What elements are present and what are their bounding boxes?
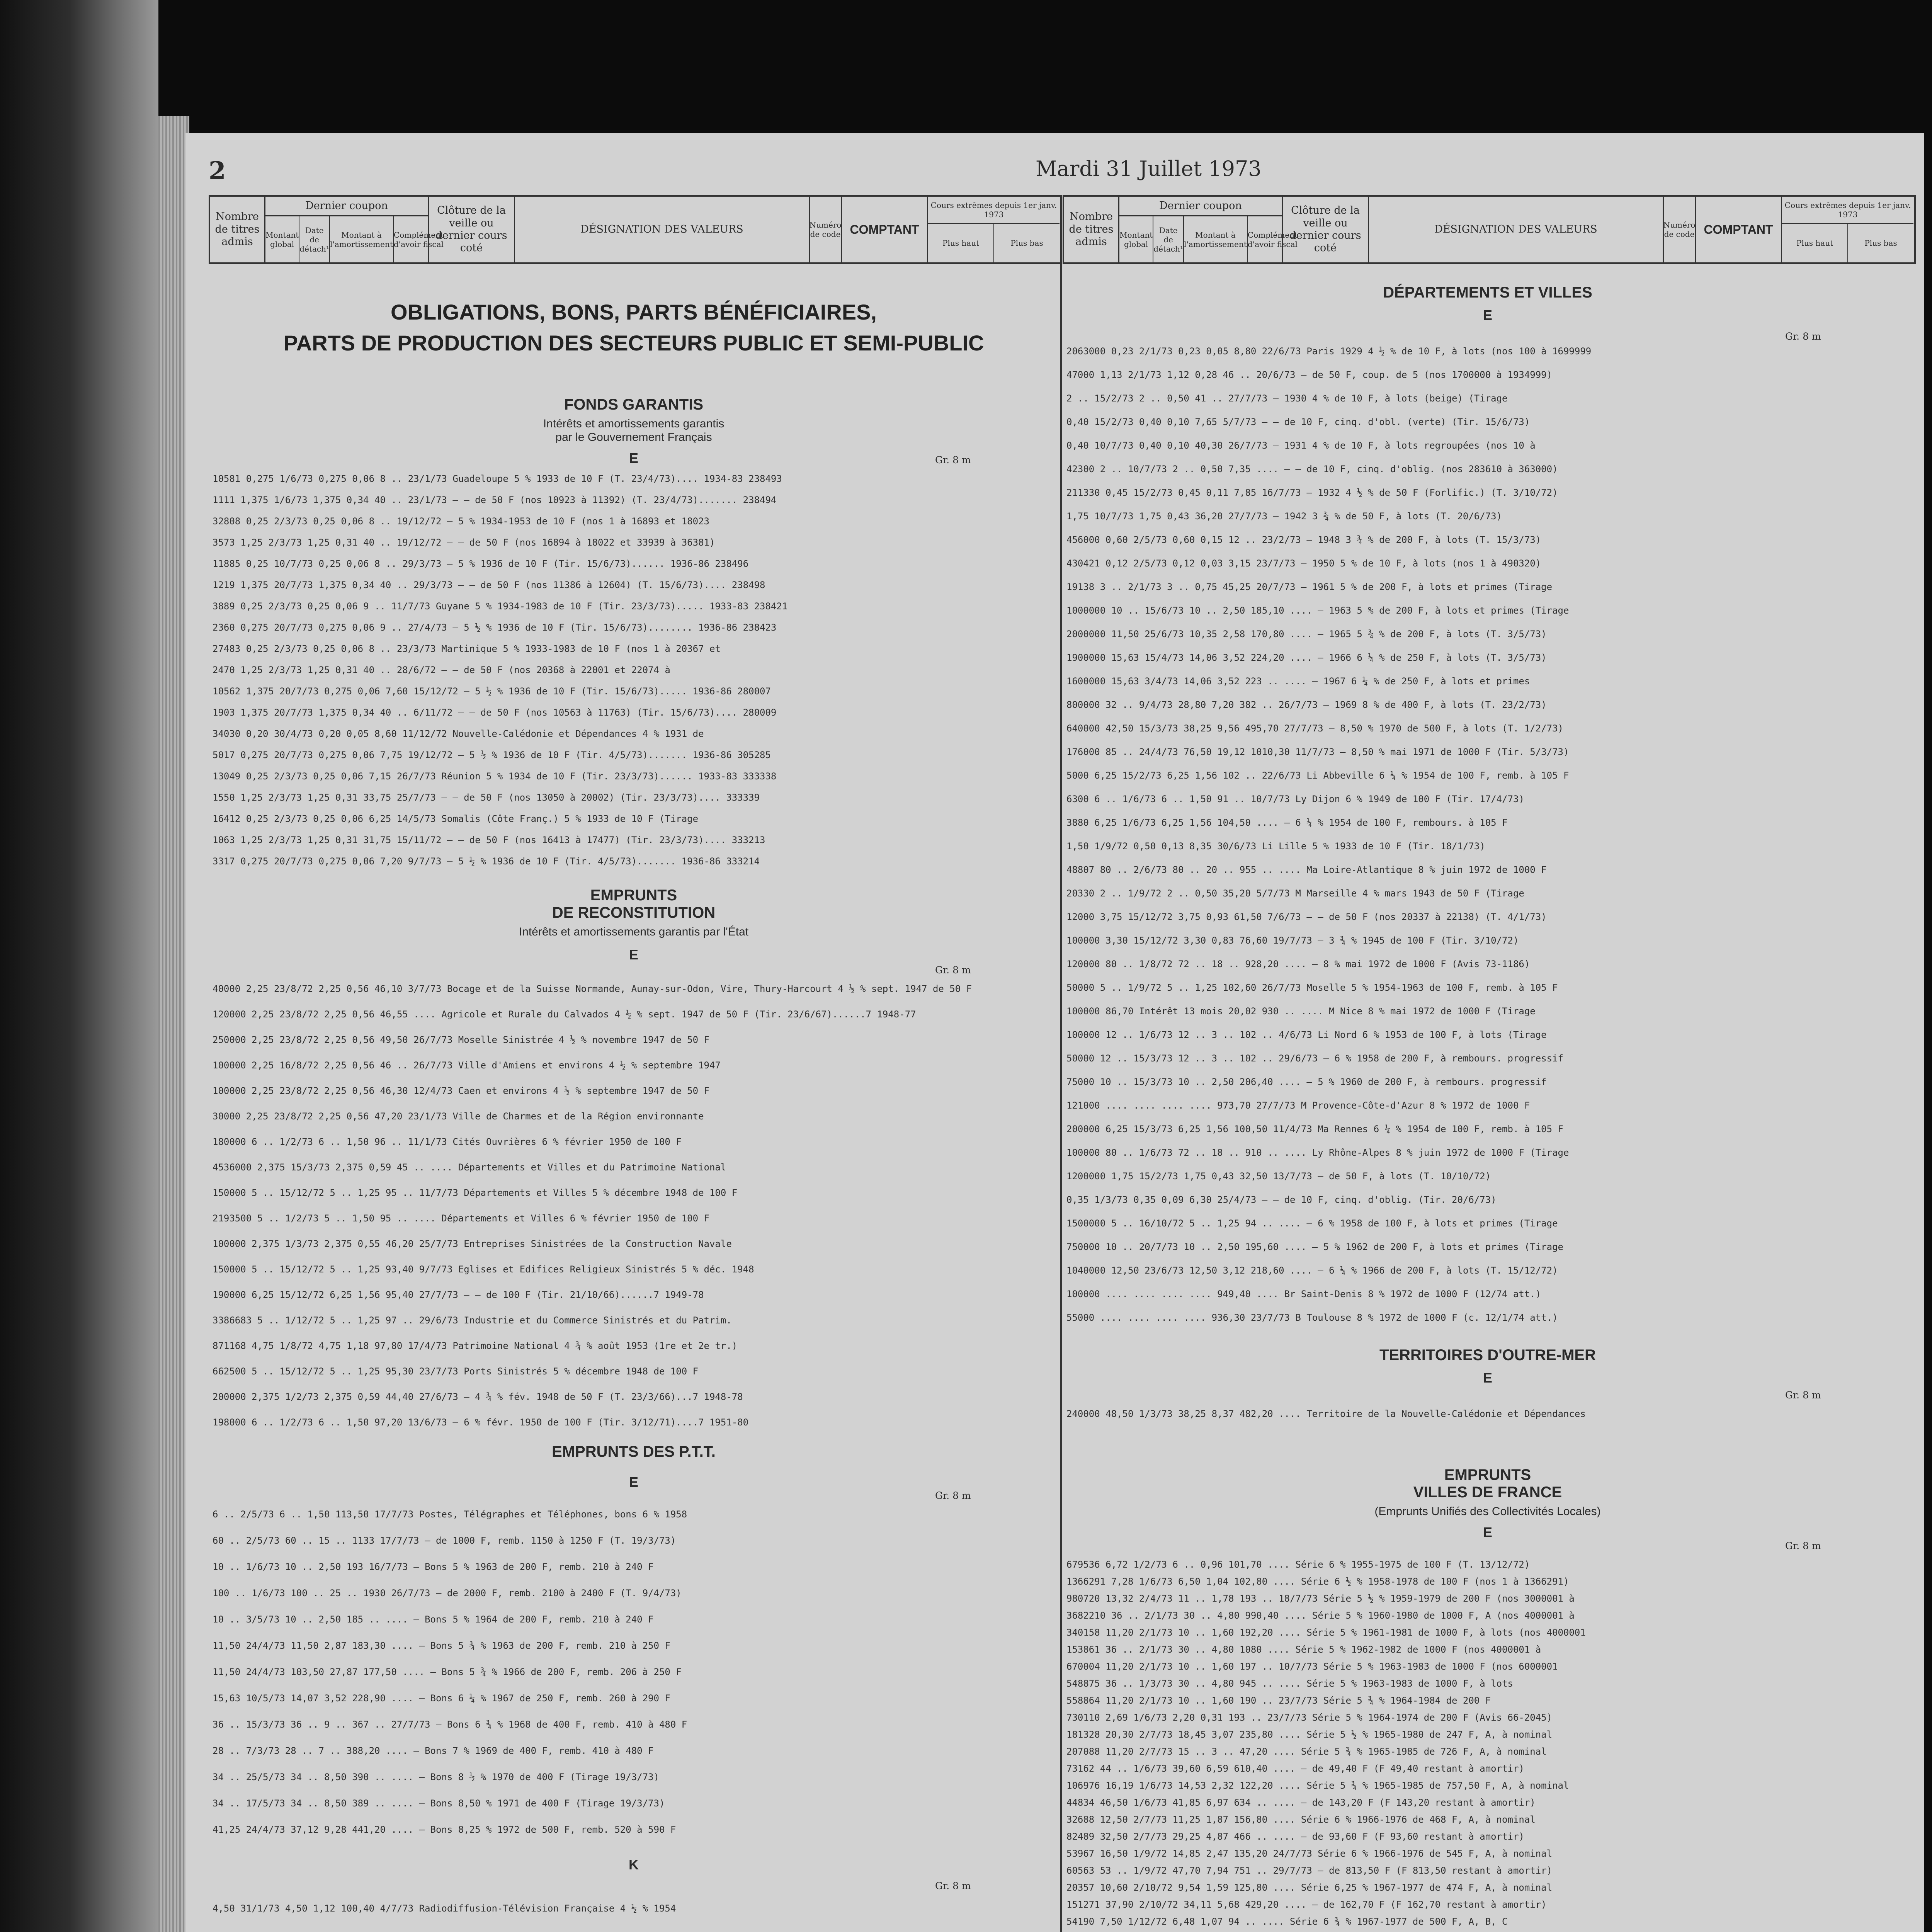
dept-villes-title: DÉPARTEMENTS ET VILLES bbox=[1383, 284, 1592, 301]
hdr-date-detach-r: Date de détach¹ bbox=[1153, 216, 1184, 262]
table-row: 54190 7,50 1/12/72 6,48 1,07 94 .. .... Série 6 ¾ % 1967-1977 de 500 F, A, B, C bbox=[1066, 1916, 1508, 1927]
table-row: 12000 3,75 15/12/72 3,75 0,93 61,50 7/6/73 — — de 50 F (nos 20337 à 22138) (T. 4/1/73) bbox=[1066, 912, 1547, 922]
table-row: 3682210 36 .. 2/1/73 30 .. 4,80 990,40 .... Série 5 % 1960-1980 de 1000 F, A (nos 4000001 à bbox=[1066, 1610, 1575, 1621]
villes-title2: VILLES DE FRANCE bbox=[1413, 1484, 1562, 1501]
fonds-sub2: par le Gouvernement Français bbox=[555, 431, 712, 444]
table-row: 1500000 5 .. 16/10/72 5 .. 1,25 94 .. .... — 6 % 1958 de 100 F, à lots et primes (Tirage bbox=[1066, 1218, 1558, 1229]
table-row: 73162 44 .. 1/6/73 39,60 6,59 610,40 .... — de 49,40 F (F 49,40 restant à amortir) bbox=[1066, 1763, 1524, 1774]
table-row: 100000 2,375 1/3/73 2,375 0,55 46,20 25/7/73 Entreprises Sinistrées de la Construction Navale bbox=[213, 1238, 732, 1249]
villes-gr-label: Gr. 8 m bbox=[1785, 1540, 1821, 1551]
table-row: 100000 .... .... .... .... 949,40 .... Br Saint-Denis 8 % 1972 de 1000 F (12/74 att.) bbox=[1066, 1289, 1541, 1299]
ptt-title: EMPRUNTS DES P.T.T. bbox=[552, 1443, 716, 1460]
table-row: 456000 0,60 2/5/73 0,60 0,15 12 .. 23/2/73 — 1948 3 ¾ % de 200 F, à lots (T. 15/3/73) bbox=[1066, 534, 1541, 545]
table-row: 100000 3,30 15/12/72 3,30 0,83 76,60 19/7/73 — 3 ¾ % 1945 de 100 F (Tir. 3/10/72) bbox=[1066, 935, 1519, 946]
table-row: 4536000 2,375 15/3/73 2,375 0,59 45 .. .... Départements et Villes et du Patrimoine National bbox=[213, 1162, 726, 1173]
table-row: 558864 11,20 2/1/73 10 .. 1,60 190 .. 23/7/73 Série 5 ¾ % 1964-1984 de 200 F bbox=[1066, 1695, 1491, 1706]
table-row: 10 .. 3/5/73 10 .. 2,50 185 .. .... — Bons 5 % 1964 de 200 F, remb. 210 à 240 F bbox=[213, 1614, 654, 1625]
table-row: 1600000 15,63 3/4/73 14,06 3,52 223 .. .... — 1967 6 ¼ % de 250 F, à lots et primes bbox=[1066, 676, 1530, 687]
table-row: 670004 11,20 2/1/73 10 .. 1,60 197 .. 10/7/73 Série 5 % 1963-1983 de 1000 F (nos 6000001 bbox=[1066, 1661, 1558, 1672]
table-row: 3386683 5 .. 1/12/72 5 .. 1,25 97 .. 29/6/73 Industrie et du Commerce Sinistrés et du Patrim. bbox=[213, 1315, 732, 1326]
table-row: 5017 0,275 20/7/73 0,275 0,06 7,75 19/12/72 — 5 ½ % 1936 de 10 F (Tir. 4/5/73)....... 1936-86 305285 bbox=[213, 750, 771, 760]
table-row: 871168 4,75 1/8/72 4,75 1,18 97,80 17/4/73 Patrimoine National 4 ¾ % août 1953 (1re et 2e tr.) bbox=[213, 1340, 738, 1351]
hdr-montant-amort: Montant à l'amortissement bbox=[330, 216, 394, 262]
table-row: 1040000 12,50 23/6/73 12,50 3,12 218,60 .... — 6 ¼ % 1966 de 200 F, à lots (T. 15/12/72) bbox=[1066, 1265, 1558, 1276]
table-row: 6 .. 2/5/73 6 .. 1,50 113,50 17/7/73 Postes, Télégraphes et Téléphones, bons 6 % 1958 bbox=[213, 1509, 687, 1520]
table-row: 30000 2,25 23/8/72 2,25 0,56 47,20 23/1/73 Ville de Charmes et de la Région environnante bbox=[213, 1111, 704, 1122]
table-row: 800000 32 .. 9/4/73 28,80 7,20 382 .. 26/7/73 — 1969 8 % de 400 F, à lots (T. 23/2/73) bbox=[1066, 699, 1547, 710]
book-spine bbox=[0, 0, 158, 1932]
table-row: 19138 3 .. 2/1/73 3 .. 0,75 45,25 20/7/73 — 1961 5 % de 200 F, à lots et primes (Tirage bbox=[1066, 582, 1553, 592]
main-title-line1: OBLIGATIONS, BONS, PARTS BÉNÉFICIAIRES, bbox=[390, 300, 877, 324]
table-row: 151271 37,90 2/10/72 34,11 5,68 429,20 .... — de 162,70 F (F 162,70 restant à amortir) bbox=[1066, 1899, 1547, 1910]
hdr-cours-sub-r bbox=[1782, 224, 1913, 262]
table-row: 1000000 10 .. 15/6/73 10 .. 2,50 185,10 .... — 1963 5 % de 200 F, à lots et primes (Tirage bbox=[1066, 605, 1569, 616]
table-row: 121000 .... .... .... .... 973,70 27/7/73 M Provence-Côte-d'Azur 8 % 1972 de 1000 F bbox=[1066, 1100, 1530, 1111]
table-row: 250000 2,25 23/8/72 2,25 0,56 49,50 26/7/73 Moselle Sinistrée 4 ½ % novembre 1947 de 50 F bbox=[213, 1034, 709, 1045]
table-row: 198000 6 .. 1/2/73 6 .. 1,50 97,20 13/6/73 — 6 % févr. 1950 de 100 F (Tir. 3/12/71)....7 1951-80 bbox=[213, 1417, 749, 1428]
table-row: 2063000 0,23 2/1/73 0,23 0,05 8,80 22/6/73 Paris 1929 4 ½ % de 10 F, à lots (nos 100 à 1699999 bbox=[1066, 346, 1592, 357]
table-row: 32808 0,25 2/3/73 0,25 0,06 8 .. 19/12/72 — 5 % 1934-1953 de 10 F (nos 1 à 16893 et 18023 bbox=[213, 516, 709, 527]
table-row: 3573 1,25 2/3/73 1,25 0,31 40 .. 19/12/72 — — de 50 F (nos 16894 à 18022 et 33939 à 36381) bbox=[213, 537, 715, 548]
hdr-montant-amort-r: Montant à l'amortissement bbox=[1184, 216, 1248, 262]
table-row: 1550 1,25 2/3/73 1,25 0,31 33,75 25/7/73 — — de 50 F (nos 13050 à 20002) (Tir. 23/3/73).... 333339 bbox=[213, 792, 760, 803]
table-row: 20330 2 .. 1/9/72 2 .. 0,50 35,20 5/7/73 M Marseille 4 % mars 1943 de 50 F (Tirage bbox=[1066, 888, 1524, 899]
fonds-letter-e: E bbox=[629, 450, 638, 466]
recon-gr-label: Gr. 8 m bbox=[935, 964, 971, 976]
table-row: 200000 2,375 1/2/73 2,375 0,59 44,40 27/6/73 — 4 ¾ % fév. 1948 de 50 F (T. 23/3/66)...7 1948-78 bbox=[213, 1391, 743, 1402]
table-row: 13049 0,25 2/3/73 0,25 0,06 7,15 26/7/73 Réunion 5 % 1934 de 10 F (Tir. 23/3/73)...... 1933-83 333338 bbox=[213, 771, 777, 782]
table-row: 60 .. 2/5/73 60 .. 15 .. 1133 17/7/73 — de 1000 F, remb. 1150 à 1250 F (T. 19/3/73) bbox=[213, 1535, 676, 1546]
table-row: 100000 2,25 23/8/72 2,25 0,56 46,30 12/4/73 Caen et environs 4 ½ % septembre 1947 de 50 F bbox=[213, 1085, 709, 1096]
hdr-plus-haut-r: Plus haut bbox=[1782, 224, 1848, 262]
emprunts-title1: EMPRUNTS bbox=[590, 887, 677, 904]
table-row: 1900000 15,63 15/4/73 14,06 3,52 224,20 .... — 1966 6 ¼ % de 250 F, à lots (T. 3/5/73) bbox=[1066, 652, 1547, 663]
fonds-sub1: Intérêts et amortissements garantis bbox=[543, 417, 724, 430]
table-row: 100000 2,25 16/8/72 2,25 0,56 46 .. 26/7/73 Ville d'Amiens et environs 4 ½ % septembre 1947 bbox=[213, 1060, 721, 1071]
fonds-garantis-title: FONDS GARANTIS bbox=[564, 396, 703, 413]
table-row: 181328 20,30 2/7/73 18,45 3,07 235,80 .... Série 5 ½ % 1965-1980 de 247 F, A, à nominal bbox=[1066, 1729, 1553, 1740]
page-number: 2 bbox=[209, 156, 226, 185]
ptt-letter-e: E bbox=[629, 1474, 638, 1490]
hdr-coupon-label-r: Dernier coupon bbox=[1119, 197, 1282, 216]
table-row: 2360 0,275 20/7/73 0,275 0,06 9 .. 27/4/73 — 5 ½ % 1936 de 10 F (Tir. 15/6/73)........ 1936-86 238423 bbox=[213, 622, 777, 633]
table-row: 60563 53 .. 1/9/72 47,70 7,94 751 .. 29/7/73 — de 813,50 F (F 813,50 restant à amortir) bbox=[1066, 1865, 1553, 1876]
table-row: 100000 86,70 Intérêt 13 mois 20,02 930 .. .... M Nice 8 % mai 1972 de 1000 F (Tirage bbox=[1066, 1006, 1536, 1017]
table-row: 180000 6 .. 1/2/73 6 .. 1,50 96 .. 11/1/73 Cités Ouvrières 6 % février 1950 de 100 F bbox=[213, 1136, 682, 1147]
table-row: 120000 2,25 23/8/72 2,25 0,56 46,55 .... Agricole et Rurale du Calvados 4 ½ % sept. 1947 de 50 F (Tir. 23/6/67)......7 1948-77 bbox=[213, 1009, 916, 1020]
table-row: 82489 32,50 2/7/73 29,25 4,87 466 .. .... — de 93,60 F (F 93,60 restant à amortir) bbox=[1066, 1831, 1524, 1842]
table-row: 32688 12,50 2/7/73 11,25 1,87 156,80 .... Série 6 % 1966-1976 de 468 F, A, à nominal bbox=[1066, 1814, 1536, 1825]
table-row: 176000 85 .. 24/4/73 76,50 19,12 1010,30 11/7/73 — 8,50 % mai 1971 de 1000 F (Tir. 5/3/73) bbox=[1066, 747, 1569, 757]
table-row: 10 .. 1/6/73 10 .. 2,50 193 16/7/73 — Bons 5 % 1963 de 200 F, remb. 210 à 240 F bbox=[213, 1561, 654, 1572]
hdr-montant-global-r: Montant global bbox=[1119, 216, 1153, 262]
table-row: 730110 2,69 1/6/73 2,20 0,31 193 .. 23/7/73 Série 5 % 1964-1974 de 200 F (Avis 66-2045) bbox=[1066, 1712, 1553, 1723]
table-row: 11,50 24/4/73 103,50 27,87 177,50 .... — Bons 5 ¾ % 1966 de 200 F, remb. 206 à 250 F bbox=[213, 1667, 682, 1677]
hdr-complement: Complément d'avoir fiscal bbox=[393, 230, 444, 249]
recon-letter-e: E bbox=[629, 947, 638, 963]
hdr-designation-r: DÉSIGNATION DES VALEURS bbox=[1369, 197, 1664, 262]
hdr-plus-bas-r: Plus bas bbox=[1864, 238, 1897, 248]
hdr-date-detach: Date de détach¹ bbox=[299, 216, 330, 262]
table-row: 6300 6 .. 1/6/73 6 .. 1,50 91 .. 10/7/73 Ly Dijon 6 % 1949 de 100 F (Tir. 17/4/73) bbox=[1066, 794, 1524, 804]
table-row: 44834 46,50 1/6/73 41,85 6,97 634 .. .... — de 143,20 F (F 143,20 restant à amortir) bbox=[1066, 1797, 1536, 1808]
table-row: 48807 80 .. 2/6/73 80 .. 20 .. 955 .. .... Ma Loire-Atlantique 8 % juin 1972 de 1000 F bbox=[1066, 864, 1547, 875]
table-row: 1366291 7,28 1/6/73 6,50 1,04 102,80 .... Série 6 ½ % 1958-1978 de 100 F (nos 1 à 1366291) bbox=[1066, 1576, 1569, 1587]
hdr-cours-label-r: Cours extrêmes depuis 1er janv. 1973 bbox=[1782, 197, 1913, 224]
outremer-letter-e: E bbox=[1483, 1370, 1492, 1386]
dept-gr-label: Gr. 8 m bbox=[1785, 331, 1821, 342]
table-row: 679536 6,72 1/2/73 6 .. 0,96 101,70 .... Série 6 % 1955-1975 de 100 F (T. 13/12/72) bbox=[1066, 1559, 1530, 1570]
table-row: 0,35 1/3/73 0,35 0,09 6,30 25/4/73 — — de 10 F, cinq. d'oblig. (Tir. 20/6/73) bbox=[1066, 1194, 1497, 1205]
table-row: 53967 16,50 1/9/72 14,85 2,47 135,20 24/7/73 Série 6 % 1966-1976 de 545 F, A, à nominal bbox=[1066, 1848, 1553, 1859]
table-row: 100 .. 1/6/73 100 .. 25 .. 1930 26/7/73 — de 2000 F, remb. 2100 à 2400 F (T. 9/4/73) bbox=[213, 1588, 682, 1599]
hdr-nombre: Nombre de titres admis bbox=[210, 197, 265, 262]
radio-gr-label: Gr. 8 m bbox=[935, 1880, 971, 1891]
table-row: 240000 48,50 1/3/73 38,25 8,37 482,20 .... Territoire de la Nouvelle-Calédonie et Dépendances bbox=[1066, 1408, 1586, 1419]
outremer-title: TERRITOIRES D'OUTRE-MER bbox=[1379, 1347, 1596, 1364]
hdr-plus-bas: Plus bas bbox=[1010, 238, 1043, 248]
table-row: 340158 11,20 2/1/73 10 .. 1,60 192,20 .... Série 5 % 1961-1981 de 1000 F, à lots (nos 4000001 bbox=[1066, 1627, 1586, 1638]
table-row: 15,63 10/5/73 14,07 3,52 228,90 .... — Bons 6 ¼ % 1967 de 250 F, remb. 260 à 290 F bbox=[213, 1693, 670, 1704]
table-row: 980720 13,32 2/4/73 11 .. 1,78 193 .. 18/7/73 Série 5 ½ % 1959-1979 de 200 F (nos 3000001 à bbox=[1066, 1593, 1575, 1604]
page-date: Mardi 31 Juillet 1973 bbox=[1036, 156, 1262, 181]
table-row: 1,75 10/7/73 1,75 0,43 36,20 27/7/73 — 1942 3 ¾ % de 50 F, à lots (T. 20/6/73) bbox=[1066, 511, 1502, 522]
table-row: 47000 1,13 2/1/73 1,12 0,28 46 .. 20/6/73 — de 50 F, coup. de 5 (nos 1700000 à 1934999) bbox=[1066, 369, 1553, 380]
villes-title1: EMPRUNTS bbox=[1444, 1466, 1531, 1483]
table-row: 3880 6,25 1/6/73 6,25 1,56 104,50 .... — 6 ¼ % 1954 de 100 F, rembours. à 105 F bbox=[1066, 817, 1508, 828]
table-row: 1111 1,375 1/6/73 1,375 0,34 40 .. 23/1/73 — — de 50 F (nos 10923 à 11392) (T. 23/4/73)....... 238494 bbox=[213, 495, 777, 505]
ptt-gr-label: Gr. 8 m bbox=[935, 1490, 971, 1501]
table-row: 1063 1,25 2/3/73 1,25 0,31 31,75 15/11/72 — — de 50 F (nos 16413 à 17477) (Tir. 23/3/73).... 333213 bbox=[213, 835, 765, 845]
hdr-plus-haut: Plus haut bbox=[928, 224, 994, 262]
table-row: 150000 5 .. 15/12/72 5 .. 1,25 93,40 9/7/73 Eglises et Edifices Religieux Sinistrés 5 % déc. 1948 bbox=[213, 1264, 754, 1275]
table-row: 2 .. 15/2/73 2 .. 0,50 41 .. 27/7/73 — 1930 4 % de 10 F, à lots (beige) (Tirage bbox=[1066, 393, 1508, 404]
table-row: 16412 0,25 2/3/73 0,25 0,06 6,25 14/5/73 Somalis (Côte Franç.) 5 % 1933 de 10 F (Tirage bbox=[213, 813, 699, 824]
table-row: 3889 0,25 2/3/73 0,25 0,06 9 .. 11/7/73 Guyane 5 % 1934-1983 de 10 F (Tir. 23/3/73)..... 1933-83 238421 bbox=[213, 601, 788, 612]
outremer-gr-label: Gr. 8 m bbox=[1785, 1389, 1821, 1401]
hdr-nombre-r: Nombre de titres admis bbox=[1064, 197, 1119, 262]
table-header-left bbox=[209, 195, 1062, 264]
table-row: 2000000 11,50 25/6/73 10,35 2,58 170,80 .... — 1965 5 ¾ % de 200 F, à lots (T. 3/5/73) bbox=[1066, 629, 1547, 639]
hdr-coupon-label: Dernier coupon bbox=[265, 197, 428, 216]
emprunts-sub: Intérêts et amortissements garantis par l'État bbox=[519, 925, 749, 938]
table-row: 36 .. 15/3/73 36 .. 9 .. 367 .. 27/7/73 — Bons 6 ¾ % 1968 de 400 F, remb. 410 à 480 F bbox=[213, 1719, 687, 1730]
hdr-dernier-coupon bbox=[265, 197, 444, 262]
table-row: 120000 80 .. 1/8/72 72 .. 18 .. 928,20 .... — 8 % mai 1972 de 1000 F (Avis 73-1186) bbox=[1066, 959, 1530, 969]
hdr-cloture-r: Clôture de la veille ou dernier cours coté bbox=[1283, 197, 1369, 262]
table-row: 41,25 24/4/73 37,12 9,28 441,20 .... — Bons 8,25 % 1972 de 500 F, remb. 520 à 590 F bbox=[213, 1824, 676, 1835]
fonds-gr-label: Gr. 8 m bbox=[935, 454, 971, 466]
hdr-complement-r: Complément d'avoir fiscal bbox=[1247, 230, 1298, 249]
table-row: 34 .. 17/5/73 34 .. 8,50 389 .. .... — Bons 8,50 % 1971 de 400 F (Tirage 19/3/73) bbox=[213, 1798, 665, 1809]
table-row: 1200000 1,75 15/2/73 1,75 0,43 32,50 13/7/73 — de 50 F, à lots (T. 10/10/72) bbox=[1066, 1171, 1491, 1182]
center-divider bbox=[1060, 195, 1062, 1932]
table-row: 1903 1,375 20/7/73 1,375 0,34 40 .. 6/11/72 — — de 50 F (nos 10563 à 11763) (Tir. 15/6/73).... 280009 bbox=[213, 707, 777, 718]
hdr-dernier-coupon-r bbox=[1119, 197, 1298, 262]
hdr-numero-code-r: Numéro de code bbox=[1664, 197, 1696, 262]
hdr-numero-code: Numéro de code bbox=[810, 197, 842, 262]
table-row: 153861 36 .. 2/1/73 30 .. 4,80 1080 .... Série 5 % 1962-1982 de 1000 F (nos 4000001 à bbox=[1066, 1644, 1541, 1655]
table-row: 2193500 5 .. 1/2/73 5 .. 1,50 95 .. .... Départements et Villes 6 % février 1950 de 100 F bbox=[213, 1213, 709, 1224]
table-row: 40000 2,25 23/8/72 2,25 0,56 46,10 3/7/73 Bocage et de la Suisse Normande, Aunay-sur-Odon, Vire, Thury-Harcourt 4 ½ % sept. 1947 de 50 F bbox=[213, 983, 972, 994]
hdr-coupon-sub bbox=[265, 216, 444, 262]
table-row: 106976 16,19 1/6/73 14,53 2,32 122,20 .... Série 5 ¾ % 1965-1985 de 757,50 F, A, à nominal bbox=[1066, 1780, 1569, 1791]
hdr-comptant: COMPTANT bbox=[842, 197, 928, 262]
table-row: 750000 10 .. 20/7/73 10 .. 2,50 195,60 .... — 5 % 1962 de 200 F, à lots et primes (Tirage bbox=[1066, 1242, 1563, 1252]
table-row: 200000 6,25 15/3/73 6,25 1,56 100,50 11/4/73 Ma Rennes 6 ¼ % 1954 de 100 F, remb. à 105 F bbox=[1066, 1124, 1563, 1134]
villes-sub: (Emprunts Unifiés des Collectivités Locales) bbox=[1374, 1505, 1601, 1518]
emprunts-title2: DE RECONSTITUTION bbox=[552, 904, 716, 921]
table-row: 50000 12 .. 15/3/73 12 .. 3 .. 102 .. 29/6/73 — 6 % 1958 de 200 F, à rembours. progressif bbox=[1066, 1053, 1563, 1064]
table-row: 11,50 24/4/73 11,50 2,87 183,30 .... — Bons 5 ¾ % 1963 de 200 F, remb. 210 à 250 F bbox=[213, 1640, 670, 1651]
hdr-cours-extremes bbox=[928, 197, 1060, 262]
table-row: 640000 42,50 15/3/73 38,25 9,56 495,70 27/7/73 — 8,50 % 1970 de 500 F, à lots (T. 1/2/73) bbox=[1066, 723, 1563, 734]
newspaper-page bbox=[185, 133, 1924, 1932]
table-row: 100000 80 .. 1/6/73 72 .. 18 .. 910 .. .... Ly Rhône-Alpes 8 % juin 1972 de 1000 F (Tirage bbox=[1066, 1147, 1569, 1158]
dept-letter-e: E bbox=[1483, 307, 1492, 323]
hdr-cloture: Clôture de la veille ou dernier cours coté bbox=[429, 197, 515, 262]
hdr-cours-sub bbox=[928, 224, 1060, 262]
table-row: 50000 5 .. 1/9/72 5 .. 1,25 102,60 26/7/73 Moselle 5 % 1954-1963 de 100 F, remb. à 105 F bbox=[1066, 982, 1558, 993]
table-row: 3317 0,275 20/7/73 0,275 0,06 7,20 9/7/73 — 5 ½ % 1936 de 10 F (Tir. 4/5/73)....... 1936-86 333214 bbox=[213, 856, 760, 867]
table-row: 1,50 1/9/72 0,50 0,13 8,35 30/6/73 Li Lille 5 % 1933 de 10 F (Tir. 18/1/73) bbox=[1066, 841, 1485, 852]
table-row: 20357 10,60 2/10/72 9,54 1,59 125,80 .... Série 6,25 % 1967-1977 de 474 F, A, à nominal bbox=[1066, 1882, 1553, 1893]
table-row: 430421 0,12 2/5/73 0,12 0,03 3,15 23/7/73 — 1950 5 % de 10 F, à lots (nos 1 à 490320) bbox=[1066, 558, 1541, 569]
table-row: 207088 11,20 2/7/73 15 .. 3 .. 47,20 .... Série 5 ¾ % 1965-1985 de 726 F, A, à nominal bbox=[1066, 1746, 1547, 1757]
radio-letter-k: K bbox=[629, 1857, 639, 1872]
table-row: 34 .. 25/5/73 34 .. 8,50 390 .. .... — Bons 8 ½ % 1970 de 400 F (Tirage 19/3/73) bbox=[213, 1772, 659, 1782]
table-row: 27483 0,25 2/3/73 0,25 0,06 8 .. 23/3/73 Martinique 5 % 1933-1983 de 10 F (nos 1 à 20367 et bbox=[213, 643, 721, 654]
hdr-cours-extremes-r bbox=[1782, 197, 1913, 262]
table-row: 28 .. 7/3/73 28 .. 7 .. 388,20 .... — Bons 7 % 1969 de 400 F, remb. 410 à 480 F bbox=[213, 1745, 654, 1756]
table-row: 4,50 31/1/73 4,50 1,12 100,40 4/7/73 Radiodiffusion-Télévision Française 4 ½ % 1954 bbox=[213, 1903, 676, 1914]
table-row: 662500 5 .. 15/12/72 5 .. 1,25 95,30 23/7/73 Ports Sinistrés 5 % décembre 1948 de 100 F bbox=[213, 1366, 699, 1377]
table-row: 1219 1,375 20/7/73 1,375 0,34 40 .. 29/3/73 — — de 50 F (nos 11386 à 12604) (T. 15/6/73).... 238498 bbox=[213, 580, 765, 590]
hdr-comptant-r: COMPTANT bbox=[1696, 197, 1782, 262]
villes-letter-e: E bbox=[1483, 1524, 1492, 1540]
table-row: 10581 0,275 1/6/73 0,275 0,06 8 .. 23/1/73 Guadeloupe 5 % 1933 de 10 F (T. 23/4/73).... 1934-83 238493 bbox=[213, 473, 782, 484]
hdr-designation: DÉSIGNATION DES VALEURS bbox=[515, 197, 810, 262]
table-row: 211330 0,45 15/2/73 0,45 0,11 7,85 16/7/73 — 1932 4 ½ % de 50 F (Forlific.) (T. 3/10/72) bbox=[1066, 487, 1558, 498]
main-title-line2: PARTS DE PRODUCTION DES SECTEURS PUBLIC ET SEMI-PUBLIC bbox=[283, 331, 984, 355]
table-row: 548875 36 .. 1/3/73 30 .. 4,80 945 .. .... Série 5 % 1963-1983 de 1000 F, à lots bbox=[1066, 1678, 1513, 1689]
table-header-right bbox=[1063, 195, 1916, 264]
table-row: 190000 6,25 15/12/72 6,25 1,56 95,40 27/7/73 — — de 100 F (Tir. 21/10/66)......7 1949-78 bbox=[213, 1289, 704, 1300]
table-row: 55000 .... .... .... .... 936,30 23/7/73 B Toulouse 8 % 1972 de 1000 F (c. 12/1/74 att.) bbox=[1066, 1312, 1558, 1323]
hdr-coupon-sub-r bbox=[1119, 216, 1298, 262]
hdr-montant-global: Montant global bbox=[265, 216, 299, 262]
table-row: 34030 0,20 30/4/73 0,20 0,05 8,60 11/12/72 Nouvelle-Calédonie et Dépendances 4 % 1931 de bbox=[213, 728, 704, 739]
table-row: 150000 5 .. 15/12/72 5 .. 1,25 95 .. 11/7/73 Départements et Villes 5 % décembre 1948 de 100 F bbox=[213, 1187, 738, 1198]
table-row: 2470 1,25 2/3/73 1,25 0,31 40 .. 28/6/72 — — de 50 F (nos 20368 à 22001 et 22074 à bbox=[213, 665, 670, 675]
table-row: 11885 0,25 10/7/73 0,25 0,06 8 .. 29/3/73 — 5 % 1936 de 10 F (Tir. 15/6/73)...... 1936-86 238496 bbox=[213, 558, 749, 569]
table-row: 0,40 10/7/73 0,40 0,10 40,30 26/7/73 — 1931 4 % de 10 F, à lots regroupées (nos 10 à bbox=[1066, 440, 1536, 451]
table-row: 10562 1,375 20/7/73 0,275 0,06 7,60 15/12/72 — 5 ½ % 1936 de 10 F (Tir. 15/6/73)..... 1936-86 280007 bbox=[213, 686, 771, 697]
table-row: 100000 12 .. 1/6/73 12 .. 3 .. 102 .. 4/6/73 Li Nord 6 % 1953 de 100 F, à lots (Tirage bbox=[1066, 1029, 1547, 1040]
table-row: 0,40 15/2/73 0,40 0,10 7,65 5/7/73 — — de 10 F, cinq. d'obl. (verte) (Tir. 15/6/73) bbox=[1066, 417, 1530, 427]
table-row: 75000 10 .. 15/3/73 10 .. 2,50 206,40 .... — 5 % 1960 de 200 F, à rembours. progressif bbox=[1066, 1077, 1547, 1087]
table-row: 5000 6,25 15/2/73 6,25 1,56 102 .. 22/6/73 Li Abbeville 6 ¼ % 1954 de 100 F, remb. à 105 F bbox=[1066, 770, 1569, 781]
table-row: 42300 2 .. 10/7/73 2 .. 0,50 7,35 .... — — de 10 F, cinq. d'oblig. (nos 283610 à 363000) bbox=[1066, 464, 1558, 474]
hdr-cours-label: Cours extrêmes depuis 1er janv. 1973 bbox=[928, 197, 1060, 224]
page-edges bbox=[158, 116, 189, 1932]
